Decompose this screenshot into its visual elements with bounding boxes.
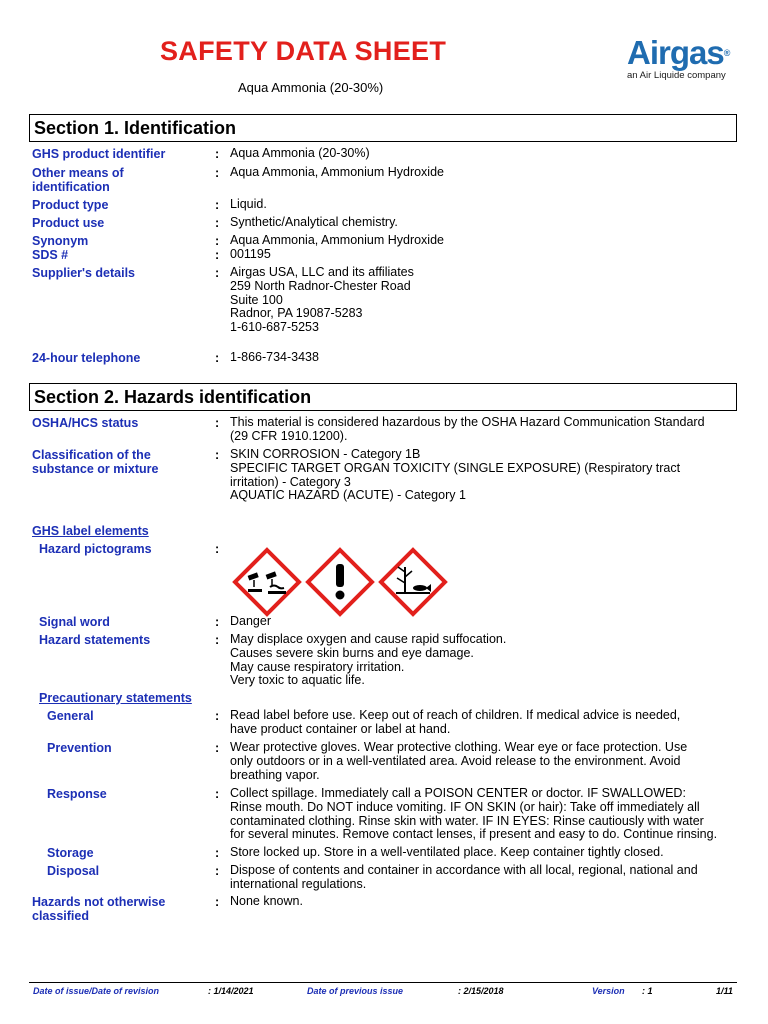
- colon: :: [215, 864, 220, 878]
- supplier-details-value: Airgas USA, LLC and its affiliates 259 North Radnor-Chester Road Suite 100 Radnor, PA 19087-5283 1-610-687-5253: [230, 265, 414, 335]
- section-2-title: Section 2. Hazards identification: [34, 387, 312, 407]
- colon: :: [215, 448, 220, 462]
- telephone-value: 1-866-734-3438: [230, 350, 319, 364]
- logo-registered-mark: ®: [723, 48, 730, 58]
- colon: :: [215, 787, 220, 801]
- colon: :: [215, 846, 220, 860]
- synonym-label: Synonym: [32, 234, 89, 248]
- signal-word-label: Signal word: [39, 615, 110, 629]
- other-means-label: Other means of identification: [32, 166, 124, 194]
- ghs-product-identifier-label: GHS product identifier: [32, 147, 166, 161]
- colon: :: [215, 266, 220, 280]
- ghs-product-identifier-value: Aqua Ammonia (20-30%): [230, 146, 370, 160]
- colon: :: [215, 248, 220, 262]
- disposal-value: Dispose of contents and container in accordance with all local, regional, national and international regulations.: [230, 863, 698, 891]
- other-means-value: Aqua Ammonia, Ammonium Hydroxide: [230, 165, 444, 179]
- storage-value: Store locked up. Store in a well-ventilated place. Keep container tightly closed.: [230, 845, 664, 859]
- prevention-label: Prevention: [47, 741, 112, 755]
- signal-word-value: Danger: [230, 614, 271, 628]
- colon: :: [215, 633, 220, 647]
- colon: :: [215, 709, 220, 723]
- colon: :: [215, 351, 220, 365]
- product-type-label: Product type: [32, 198, 109, 212]
- osha-status-label: OSHA/HCS status: [32, 416, 139, 430]
- sds-number-value: 001195: [230, 247, 271, 261]
- version-label: Version: [592, 986, 625, 996]
- response-label: Response: [47, 787, 107, 801]
- product-use-value: Synthetic/Analytical chemistry.: [230, 215, 398, 229]
- environment-icon: [378, 547, 448, 617]
- classification-label: Classification of the substance or mixture: [32, 448, 159, 476]
- sds-number-label: SDS #: [32, 248, 69, 262]
- logo-tagline: an Air Liquide company: [627, 70, 726, 81]
- colon: :: [215, 166, 220, 180]
- airgas-logo: [627, 34, 739, 81]
- colon: :: [215, 416, 220, 430]
- general-label: General: [47, 709, 94, 723]
- section-1-header: [29, 114, 737, 142]
- storage-label: Storage: [47, 846, 94, 860]
- version-value: : 1: [642, 986, 653, 996]
- colon: :: [215, 234, 220, 248]
- colon: :: [215, 198, 220, 212]
- section-1-title: Section 1. Identification: [34, 118, 237, 138]
- ghs-label-elements-heading: GHS label elements: [32, 524, 149, 538]
- previous-issue-label: Date of previous issue: [307, 986, 404, 996]
- logo-word: Airgas: [627, 34, 724, 71]
- document-title: SAFETY DATA SHEET: [160, 36, 447, 66]
- general-value: Read label before use. Keep out of reach of children. If medical advice is needed, have product container or label at hand.: [230, 708, 681, 736]
- product-use-label: Product use: [32, 216, 105, 230]
- issue-date-value: : 1/14/2021: [208, 986, 254, 996]
- hnoc-label: Hazards not otherwise classified: [32, 895, 166, 923]
- page-number: 1/11: [716, 986, 733, 996]
- response-value: Collect spillage. Immediately call a POISON CENTER or doctor. IF SWALLOWED: Rinse mouth. Do NOT induce vomiting. IF ON SKIN (or hair): Take off immediately all contaminated clothing. Rinse skin with water. IF IN EYES: Rinse cautiously with water for several minutes. Remove contact lenses, if present and easy to do. Continue rinsing.: [230, 786, 718, 842]
- hazard-statements-label: Hazard statements: [39, 633, 151, 647]
- colon: :: [215, 147, 220, 161]
- colon: :: [215, 216, 220, 230]
- hazard-pictograms-label: Hazard pictograms: [39, 542, 152, 556]
- colon: :: [215, 895, 220, 909]
- disposal-label: Disposal: [47, 864, 100, 878]
- synonym-value: Aqua Ammonia, Ammonium Hydroxide: [230, 233, 444, 247]
- colon: :: [215, 741, 220, 755]
- section-2-header: [29, 383, 737, 411]
- footer-divider: [29, 982, 737, 983]
- classification-value: SKIN CORROSION - Category 1B SPECIFIC TARGET ORGAN TOXICITY (SINGLE EXPOSURE) (Respiratory tract irritation) - Category 3 AQUATIC HAZARD (ACUTE) - Category 1: [230, 447, 681, 503]
- telephone-label: 24-hour telephone: [32, 351, 141, 365]
- colon: :: [215, 615, 220, 629]
- corrosion-icon: [232, 547, 302, 617]
- precautionary-statements-heading: Precautionary statements: [39, 691, 192, 705]
- colon: :: [215, 542, 220, 556]
- prevention-value: Wear protective gloves. Wear protective clothing. Wear eye or face protection. Use only outdoors or in a well-ventilated area. Avoid release to the environment. Avoid breathing vapor.: [230, 740, 688, 782]
- product-name: Aqua Ammonia (20-30%): [238, 80, 384, 95]
- previous-issue-value: : 2/15/2018: [458, 986, 504, 996]
- exclamation-mark-icon: [305, 547, 375, 617]
- hazard-statements-value: May displace oxygen and cause rapid suffocation. Causes severe skin burns and eye damage. May cause respiratory irritation. Very toxic to aquatic life.: [230, 632, 507, 688]
- osha-status-value: This material is considered hazardous by the OSHA Hazard Communication Standard (29 CFR 1910.1200).: [230, 415, 705, 443]
- product-type-value: Liquid.: [230, 197, 267, 211]
- hnoc-value: None known.: [230, 894, 303, 908]
- issue-date-label: Date of issue/Date of revision: [33, 986, 160, 996]
- supplier-details-label: Supplier's details: [32, 266, 136, 280]
